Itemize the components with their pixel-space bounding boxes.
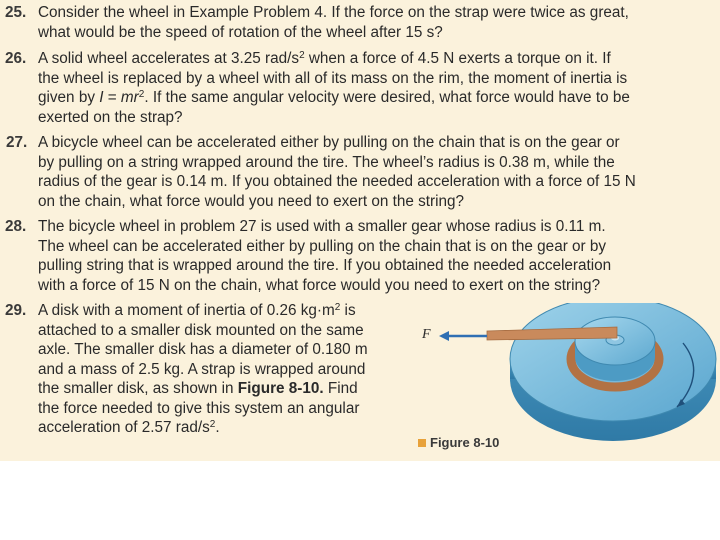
figure-caption-text: Figure 8-10: [430, 435, 500, 450]
problem-25: [5, 3, 715, 42]
problem-line: by pulling on a string wrapped around the tire. The wheel’s radius is 0.38 m, while the: [38, 153, 615, 171]
problem-line: exerted on the strap?: [38, 108, 183, 126]
problem-26: [5, 49, 715, 127]
figure-caption: [418, 435, 499, 450]
figure-8-10-illustration: [405, 303, 720, 453]
problem-line: acceleration of 2.57 rad/$s^2$.: [38, 419, 220, 436]
problem-line: radius of the gear is 0.14 m. If you obtained the needed acceleration with a force of 15 N: [38, 173, 636, 190]
problem-line: The wheel can be accelerated either by pulling on the chain that is on the gear or by: [38, 237, 607, 255]
problem-line: given by $I = mr^2$. If the same angular velocity were desired, what force would have to be: [38, 89, 630, 106]
problem-number: 25.: [5, 4, 27, 21]
problem-number: 29.: [5, 302, 27, 319]
small-disk: [575, 317, 655, 381]
problem-line: axle. The smaller disk has a diameter of 0.180 m: [38, 341, 368, 358]
problem-29: [5, 301, 385, 438]
problem-line: on the chain, what force would you need to exert on the string?: [38, 192, 465, 210]
problem-line: with a force of 15 N on the chain, what force would you need to exert on the string?: [38, 276, 601, 294]
problem-line: attached to a smaller disk mounted on the same: [38, 321, 364, 339]
force-label: F: [422, 327, 431, 342]
problem-line: the wheel is replaced by a wheel with all of its mass on the rim, the moment of inertia is: [38, 69, 628, 87]
problem-28: [5, 217, 715, 295]
problem-27: [6, 133, 716, 211]
problem-line: the force needed to give this system an angular: [38, 399, 360, 417]
problem-line: A solid wheel accelerates at 3.25 rad/$s^2$ when a force of 4.5 N exerts a torque on it. If: [38, 50, 611, 67]
problem-line: A bicycle wheel can be accelerated either by pulling on the chain that is on the gear or: [38, 134, 620, 151]
problem-number: 27.: [6, 134, 28, 151]
problem-line: A disk with a moment of inertia of 0.26 $kg\cdot m^2$ is: [38, 302, 356, 319]
problem-number: 26.: [5, 50, 27, 67]
problem-line: The bicycle wheel in problem 27 is used with a smaller gear whose radius is 0.11 m.: [38, 218, 606, 235]
problem-line: and a mass of 2.5 kg. A strap is wrapped around: [38, 360, 366, 378]
force-arrow: [439, 331, 487, 341]
problem-line: Consider the wheel in Example Problem 4. If the force on the strap were twice as great,: [38, 4, 629, 21]
problem-number: 28.: [5, 218, 27, 235]
problem-line: what would be the speed of rotation of the wheel after 15 s?: [38, 23, 443, 41]
problem-line: the smaller disk, as shown in Figure 8-10. Find: [38, 380, 358, 397]
caption-bullet-icon: [418, 439, 426, 447]
problem-line: pulling string that is wrapped around the tire. If you obtained the needed acceleration: [38, 257, 612, 274]
strap-tail: [487, 327, 617, 340]
